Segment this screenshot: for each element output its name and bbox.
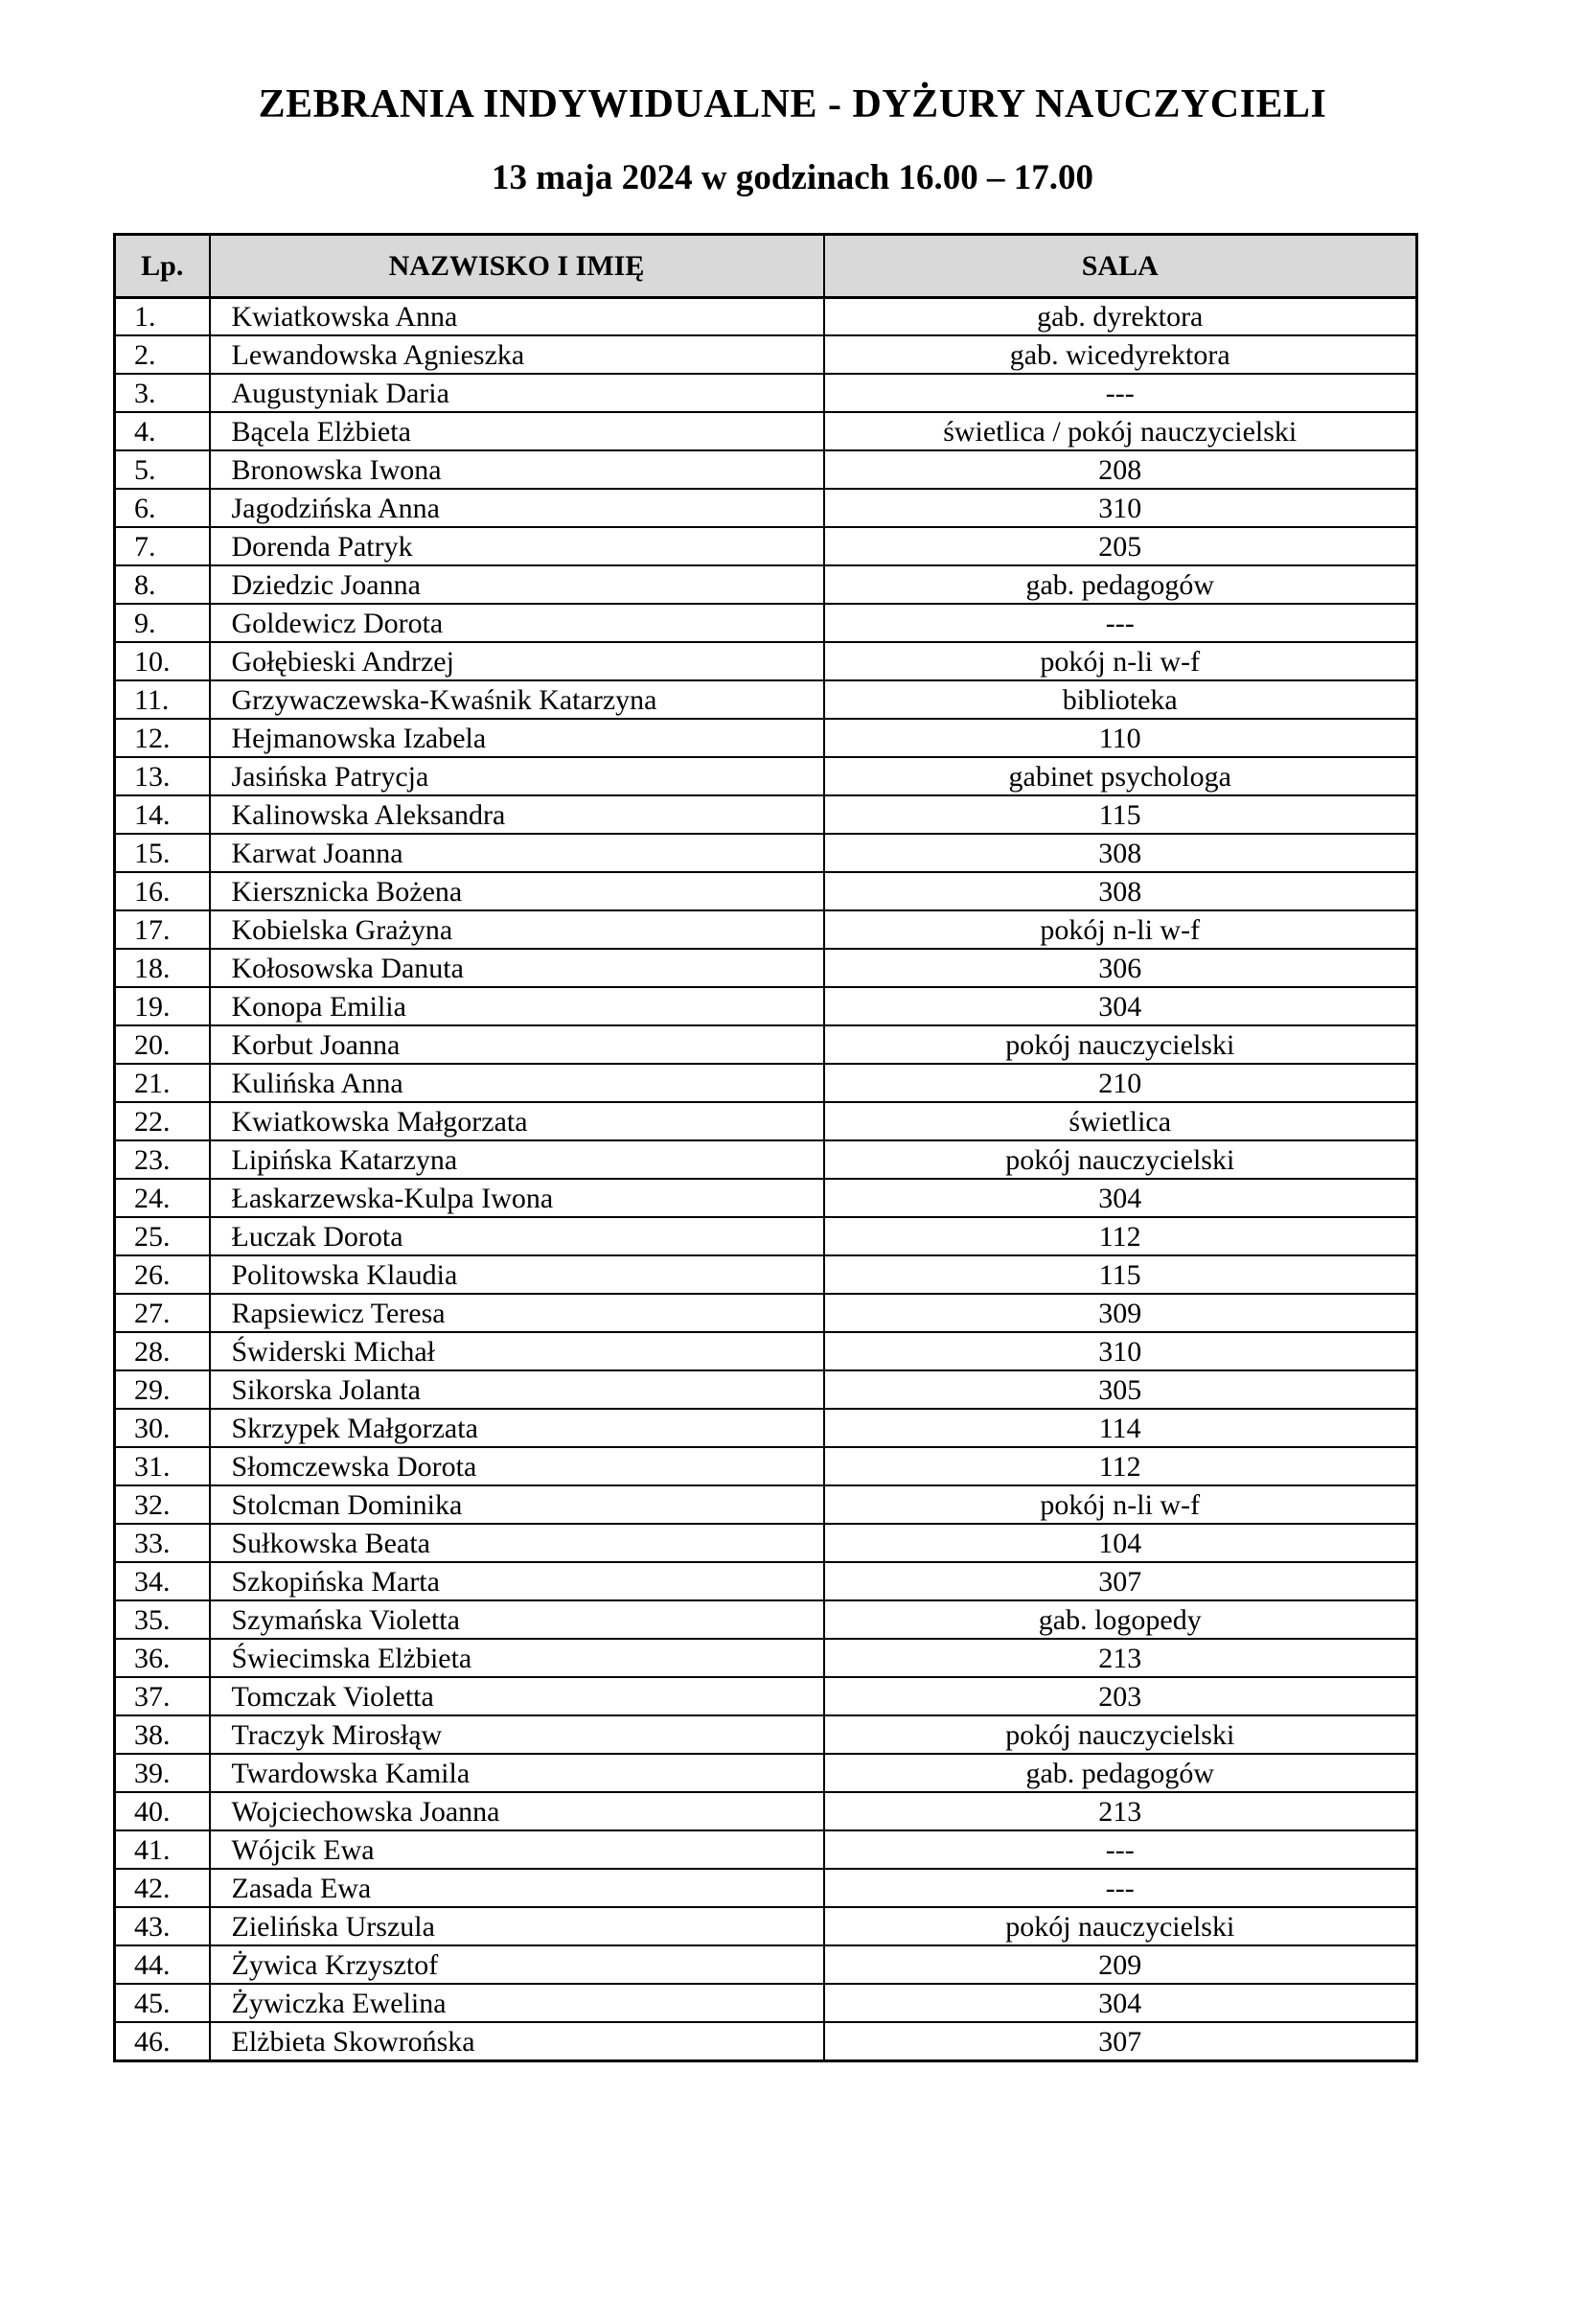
table-row (115, 1754, 1417, 1792)
row-number-cell: 9. (115, 604, 210, 642)
table-row (115, 565, 1417, 604)
row-number-cell: 4. (115, 412, 210, 450)
room-cell: gab. dyrektora (824, 297, 1417, 335)
row-number-cell: 22. (115, 1102, 210, 1140)
teacher-name-cell: Kobielska Grażyna (210, 910, 824, 949)
table-row (115, 412, 1417, 450)
table-row (115, 987, 1417, 1025)
teacher-name-cell: Stolcman Dominika (210, 1485, 824, 1524)
room-cell: pokój nauczycielski (824, 1025, 1417, 1064)
row-number-cell: 35. (115, 1600, 210, 1639)
table-row (115, 450, 1417, 489)
room-cell: 213 (824, 1639, 1417, 1677)
teacher-name-cell: Szymańska Violetta (210, 1600, 824, 1639)
teacher-name-cell: Politowska Klaudia (210, 1255, 824, 1294)
room-cell: pokój n-li w-f (824, 642, 1417, 680)
room-cell: 213 (824, 1792, 1417, 1830)
column-header-name: NAZWISKO I IMIĘ (210, 234, 824, 297)
column-header-room: SALA (824, 234, 1417, 297)
table-row (115, 335, 1417, 374)
teacher-name-cell: Karwat Joanna (210, 834, 824, 872)
room-cell: 208 (824, 450, 1417, 489)
table-row (115, 834, 1417, 872)
table-row (115, 1639, 1417, 1677)
row-number-cell: 27. (115, 1294, 210, 1332)
room-cell: 210 (824, 1064, 1417, 1102)
teacher-name-cell: Świderski Michał (210, 1332, 824, 1370)
table-row (115, 910, 1417, 949)
table-body (115, 297, 1417, 2060)
teacher-name-cell: Bącela Elżbieta (210, 412, 824, 450)
row-number-cell: 16. (115, 872, 210, 910)
teacher-name-cell: Kołosowska Danuta (210, 949, 824, 987)
room-cell: 304 (824, 1179, 1417, 1217)
table-row (115, 1792, 1417, 1830)
page-title: ZEBRANIA INDYWIDUALNE - DYŻURY NAUCZYCIELI (258, 82, 1327, 127)
table-row (115, 1217, 1417, 1255)
row-number-cell: 19. (115, 987, 210, 1025)
row-number-cell: 41. (115, 1830, 210, 1869)
teacher-name-cell: Twardowska Kamila (210, 1754, 824, 1792)
row-number-cell: 37. (115, 1677, 210, 1715)
table-row (115, 642, 1417, 680)
teacher-name-cell: Skrzypek Małgorzata (210, 1409, 824, 1447)
teacher-name-cell: Sułkowska Beata (210, 1524, 824, 1562)
table-row (115, 795, 1417, 834)
teacher-name-cell: Kulińska Anna (210, 1064, 824, 1102)
room-cell: --- (824, 604, 1417, 642)
row-number-cell: 24. (115, 1179, 210, 1217)
teacher-name-cell: Traczyk Mirosłąw (210, 1715, 824, 1754)
row-number-cell: 45. (115, 1984, 210, 2022)
row-number-cell: 42. (115, 1869, 210, 1907)
row-number-cell: 8. (115, 565, 210, 604)
page-subtitle: 13 maja 2024 w godzinach 16.00 – 17.00 (492, 158, 1093, 198)
teacher-name-cell: Konopa Emilia (210, 987, 824, 1025)
room-cell: --- (824, 1830, 1417, 1869)
teacher-name-cell: Łuczak Dorota (210, 1217, 824, 1255)
room-cell: 305 (824, 1370, 1417, 1409)
row-number-cell: 13. (115, 757, 210, 795)
row-number-cell: 46. (115, 2022, 210, 2060)
table-row (115, 297, 1417, 335)
row-number-cell: 2. (115, 335, 210, 374)
table-row (115, 1524, 1417, 1562)
table-row (115, 1025, 1417, 1064)
teacher-name-cell: Żywiczka Ewelina (210, 1984, 824, 2022)
table-row (115, 1830, 1417, 1869)
row-number-cell: 17. (115, 910, 210, 949)
row-number-cell: 25. (115, 1217, 210, 1255)
room-cell: 110 (824, 719, 1417, 757)
teacher-name-cell: Jagodzińska Anna (210, 489, 824, 527)
row-number-cell: 5. (115, 450, 210, 489)
room-cell: 310 (824, 489, 1417, 527)
row-number-cell: 43. (115, 1907, 210, 1945)
teacher-name-cell: Kalinowska Aleksandra (210, 795, 824, 834)
teacher-name-cell: Wojciechowska Joanna (210, 1792, 824, 1830)
teacher-name-cell: Jasińska Patrycja (210, 757, 824, 795)
row-number-cell: 20. (115, 1025, 210, 1064)
row-number-cell: 30. (115, 1409, 210, 1447)
table-row (115, 1102, 1417, 1140)
room-cell: świetlica (824, 1102, 1417, 1140)
row-number-cell: 21. (115, 1064, 210, 1102)
row-number-cell: 7. (115, 527, 210, 565)
teacher-name-cell: Goldewicz Dorota (210, 604, 824, 642)
room-cell: świetlica / pokój nauczycielski (824, 412, 1417, 450)
row-number-cell: 33. (115, 1524, 210, 1562)
row-number-cell: 3. (115, 374, 210, 412)
room-cell: pokój nauczycielski (824, 1907, 1417, 1945)
row-number-cell: 10. (115, 642, 210, 680)
table-row (115, 1715, 1417, 1754)
room-cell: gab. wicedyrektora (824, 335, 1417, 374)
row-number-cell: 14. (115, 795, 210, 834)
teacher-name-cell: Lipińska Katarzyna (210, 1140, 824, 1179)
teacher-name-cell: Dorenda Patryk (210, 527, 824, 565)
teacher-name-cell: Grzywaczewska-Kwaśnik Katarzyna (210, 680, 824, 719)
row-number-cell: 38. (115, 1715, 210, 1754)
teacher-name-cell: Kwiatkowska Małgorzata (210, 1102, 824, 1140)
room-cell: 304 (824, 987, 1417, 1025)
room-cell: 205 (824, 527, 1417, 565)
table-row (115, 1869, 1417, 1907)
row-number-cell: 36. (115, 1639, 210, 1677)
room-cell: 307 (824, 2022, 1417, 2060)
table-row (115, 1562, 1417, 1600)
table-row (115, 1370, 1417, 1409)
room-cell: 304 (824, 1984, 1417, 2022)
room-cell: 307 (824, 1562, 1417, 1600)
teacher-name-cell: Gołębieski Andrzej (210, 642, 824, 680)
row-number-cell: 29. (115, 1370, 210, 1409)
teacher-name-cell: Zasada Ewa (210, 1869, 824, 1907)
row-number-cell: 40. (115, 1792, 210, 1830)
teacher-name-cell: Żywica Krzysztof (210, 1945, 824, 1984)
row-number-cell: 12. (115, 719, 210, 757)
teacher-name-cell: Zielińska Urszula (210, 1907, 824, 1945)
room-cell: pokój n-li w-f (824, 1485, 1417, 1524)
room-cell: gab. pedagogów (824, 565, 1417, 604)
table-row (115, 872, 1417, 910)
room-cell: 112 (824, 1217, 1417, 1255)
room-cell: 115 (824, 1255, 1417, 1294)
room-cell: gab. logopedy (824, 1600, 1417, 1639)
teacher-name-cell: Kwiatkowska Anna (210, 297, 824, 335)
room-cell: 310 (824, 1332, 1417, 1370)
room-cell: pokój n-li w-f (824, 910, 1417, 949)
teacher-name-cell: Słomczewska Dorota (210, 1447, 824, 1485)
table-row (115, 1294, 1417, 1332)
row-number-cell: 39. (115, 1754, 210, 1792)
teacher-name-cell: Wójcik Ewa (210, 1830, 824, 1869)
teacher-name-cell: Augustyniak Daria (210, 374, 824, 412)
teacher-name-cell: Tomczak Violetta (210, 1677, 824, 1715)
row-number-cell: 34. (115, 1562, 210, 1600)
teacher-name-cell: Łaskarzewska-Kulpa Iwona (210, 1179, 824, 1217)
room-cell: 104 (824, 1524, 1417, 1562)
room-cell: 114 (824, 1409, 1417, 1447)
room-cell: 112 (824, 1447, 1417, 1485)
room-cell: --- (824, 1869, 1417, 1907)
row-number-cell: 28. (115, 1332, 210, 1370)
table-row (115, 527, 1417, 565)
table-row (115, 1447, 1417, 1485)
teacher-name-cell: Szkopińska Marta (210, 1562, 824, 1600)
table-row (115, 374, 1417, 412)
table-row (115, 1984, 1417, 2022)
document-page (0, 82, 1585, 2324)
teacher-name-cell: Korbut Joanna (210, 1025, 824, 1064)
row-number-cell: 23. (115, 1140, 210, 1179)
room-cell: 308 (824, 872, 1417, 910)
teacher-name-cell: Świecimska Elżbieta (210, 1639, 824, 1677)
table-row (115, 1485, 1417, 1524)
table-header-row (115, 234, 1417, 297)
teacher-name-cell: Hejmanowska Izabela (210, 719, 824, 757)
table-row (115, 1255, 1417, 1294)
row-number-cell: 31. (115, 1447, 210, 1485)
row-number-cell: 1. (115, 297, 210, 335)
teacher-name-cell: Dziedzic Joanna (210, 565, 824, 604)
room-cell: gab. pedagogów (824, 1754, 1417, 1792)
row-number-cell: 15. (115, 834, 210, 872)
table-row (115, 719, 1417, 757)
row-number-cell: 32. (115, 1485, 210, 1524)
room-cell: pokój nauczycielski (824, 1715, 1417, 1754)
table-row (115, 1064, 1417, 1102)
table-row (115, 1677, 1417, 1715)
room-cell: 209 (824, 1945, 1417, 1984)
room-cell: 309 (824, 1294, 1417, 1332)
teacher-name-cell: Bronowska Iwona (210, 450, 824, 489)
table-row (115, 1332, 1417, 1370)
table-row (115, 2022, 1417, 2060)
table-row (115, 949, 1417, 987)
table-row (115, 1945, 1417, 1984)
room-cell: 115 (824, 795, 1417, 834)
room-cell: 306 (824, 949, 1417, 987)
room-cell: pokój nauczycielski (824, 1140, 1417, 1179)
teacher-name-cell: Sikorska Jolanta (210, 1370, 824, 1409)
row-number-cell: 18. (115, 949, 210, 987)
room-cell: 308 (824, 834, 1417, 872)
room-cell: 203 (824, 1677, 1417, 1715)
table-row (115, 604, 1417, 642)
table-row (115, 757, 1417, 795)
row-number-cell: 6. (115, 489, 210, 527)
table-row (115, 1409, 1417, 1447)
table-row (115, 1179, 1417, 1217)
table-row (115, 1600, 1417, 1639)
teacher-name-cell: Elżbieta Skowrońska (210, 2022, 824, 2060)
teacher-duty-table (113, 233, 1418, 2062)
column-header-index: Lp. (115, 234, 210, 297)
row-number-cell: 11. (115, 680, 210, 719)
room-cell: gabinet psychologa (824, 757, 1417, 795)
table-row (115, 1140, 1417, 1179)
teacher-name-cell: Rapsiewicz Teresa (210, 1294, 824, 1332)
table-row (115, 489, 1417, 527)
teacher-name-cell: Kiersznicka Bożena (210, 872, 824, 910)
room-cell: --- (824, 374, 1417, 412)
table-row (115, 1907, 1417, 1945)
teacher-name-cell: Lewandowska Agnieszka (210, 335, 824, 374)
room-cell: biblioteka (824, 680, 1417, 719)
row-number-cell: 26. (115, 1255, 210, 1294)
table-row (115, 680, 1417, 719)
row-number-cell: 44. (115, 1945, 210, 1984)
